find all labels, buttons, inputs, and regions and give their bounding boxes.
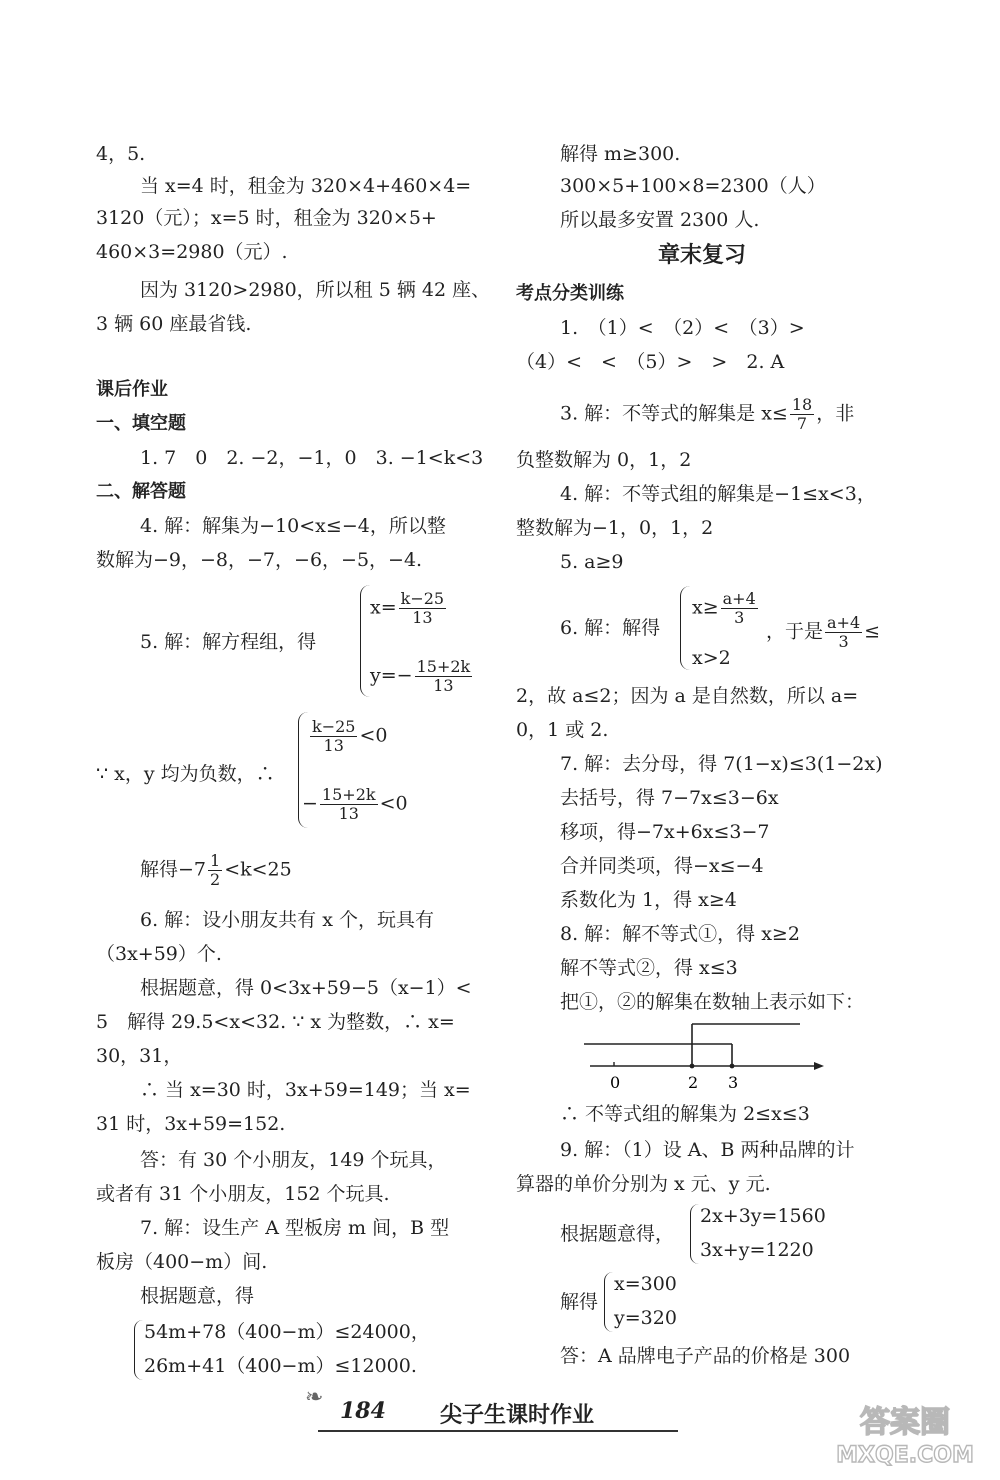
text-line: 5. 解：解方程组，得 (140, 631, 317, 653)
axis-arrow (814, 1062, 824, 1070)
text-line: 30，31， (96, 1045, 183, 1067)
section-heading: 考点分类训练 (516, 283, 624, 304)
text-line: 解不等式②，得 x≤3 (560, 957, 738, 979)
text-line: 算器的单价分别为 x 元、y 元. (516, 1173, 771, 1195)
brace (604, 1272, 613, 1332)
text-line: 解得 m≥300. (560, 143, 681, 165)
text-line: 或者有 31 个小朋友，152 个玩具. (96, 1183, 390, 1205)
section-heading: 课后作业 (96, 379, 168, 400)
text-line: 移项，得−7x+6x≤3−7 (560, 821, 770, 843)
text-line: 根据题意，得 (140, 1285, 255, 1307)
watermark-text: 答案圈 (860, 1405, 950, 1440)
tick-label-0: 0 (610, 1073, 621, 1092)
text-line: （3x+59）个. (96, 943, 222, 965)
equation-line: − $\frac{15+2k}{13}$ <0 (302, 785, 408, 823)
text-line: 所以最多安置 2300 人. (560, 209, 760, 231)
section-heading: 二、解答题 (96, 481, 186, 502)
text-line: 8. 解：解不等式①，得 x≥2 (560, 923, 800, 945)
text-line: ∴ 当 x=30 时，3x+59=149；当 x= (140, 1079, 471, 1101)
text-line: 7. 解：去分母，得 7(1−x)≤3(1−2x) (560, 753, 883, 775)
tick-label-2: 2 (688, 1073, 699, 1092)
text-line: 负整数解为 0，1，2 (516, 449, 692, 471)
chapter-title: 章末复习 (658, 243, 747, 268)
brace (690, 1204, 699, 1264)
equation-line: x=300 (614, 1273, 677, 1295)
text-line: 把①，②的解集在数轴上表示如下： (560, 991, 865, 1013)
equation-line: y=320 (614, 1307, 677, 1329)
text-line: 1. （1）< （2）< （3）> (560, 317, 805, 339)
text-line: ∵ x，y 均为负数，∴ (96, 763, 275, 785)
equation-line: x≥ $\frac{a+4}{3}$ (692, 589, 756, 627)
text-line: 9. 解：（1）设 A、B 两种品牌的计 (560, 1139, 855, 1161)
text-line: ∴ 不等式组的解集为 2≤x≤3 (560, 1103, 810, 1125)
equation-line: 3. 解：不等式的解集是 x≤ $\frac{18}{7}$ ，非 (560, 395, 855, 433)
equation-line: 3x+y=1220 (700, 1239, 814, 1261)
equation-line: y=− $\frac{15+2k}{13}$ (370, 657, 471, 695)
text-line: 4，5. (96, 143, 146, 165)
equation-line: 2x+3y=1560 (700, 1205, 826, 1227)
section-heading: 一、填空题 (96, 413, 186, 434)
watermark-url: MXQE.COM (836, 1443, 974, 1468)
tick-label-3: 3 (728, 1073, 739, 1092)
text-line: 0，1 或 2. (516, 719, 609, 741)
point-3 (730, 1064, 735, 1069)
watermark-logo (823, 1398, 988, 1468)
text-line: 根据题意，得 0<3x+59−5（x−1）< (140, 977, 472, 999)
text-line: 4. 解：不等式组的解集是−1≤x<3， (560, 483, 876, 505)
equation-line: ，于是 $\frac{a+4}{3}$ ≤ (766, 613, 881, 651)
text-line: 6. 解：设小朋友共有 x 个，玩具有 (140, 909, 434, 931)
book-title: 尖子生课时作业 (440, 1403, 595, 1428)
text-line: 答：有 30 个小朋友，149 个玩具， (140, 1149, 447, 1171)
text-line: 去括号，得 7−7x≤3−6x (560, 787, 779, 809)
equation-line: $\frac{k-25}{13}$ <0 (312, 717, 388, 755)
text-line: 因为 3120>2980，所以租 5 辆 42 座、 (140, 279, 491, 301)
text-line: 解得 (560, 1291, 599, 1313)
point-2 (690, 1064, 695, 1069)
text-line: 6. 解：解得 (560, 617, 661, 639)
text-line: 根据题意得， (560, 1223, 675, 1245)
equation-line: 54m+78（400−m）≤24000， (144, 1321, 430, 1343)
text-line: 3120（元）；x=5 时，租金为 320×5+ (96, 207, 437, 229)
text-line: 31 时，3x+59=152. (96, 1113, 286, 1135)
brace (134, 1320, 143, 1380)
footer-rule (318, 1430, 678, 1432)
equation-line: 解得−7 $\frac{1}{2}$ <k<25 (140, 851, 292, 889)
text-line: 3 辆 60 座最省钱. (96, 313, 252, 335)
equation-line: x>2 (692, 647, 731, 669)
text-line: 答：A 品牌电子产品的价格是 300 (560, 1345, 851, 1367)
text-line: 300×5+100×8=2300（人） (560, 175, 826, 197)
text-line: 2，故 a≤2；因为 a 是自然数，所以 a= (516, 685, 859, 707)
text-line: 合并同类项，得−x≤−4 (560, 855, 764, 877)
text-line: 整数解为−1，0，1，2 (516, 517, 714, 539)
text-line: （4）< < （5）> > 2. A (516, 351, 785, 373)
text-line: 5. a≥9 (560, 551, 624, 573)
text-line: 当 x=4 时，租金为 320×4+460×4= (140, 175, 472, 197)
text-line: 数解为−9，−8，−7，−6，−5，−4. (96, 549, 423, 571)
text-line: 5 解得 29.5<x<32. ∵ x 为整数，∴ x= (96, 1011, 455, 1033)
text-line: 板房（400−m）间. (96, 1251, 268, 1273)
equation-line: 26m+41（400−m）≤12000. (144, 1355, 417, 1377)
text-line: 7. 解：设生产 A 型板房 m 间，B 型 (140, 1217, 450, 1239)
number-line-diagram (580, 1020, 840, 1100)
text-line: 系数化为 1，得 x≥4 (560, 889, 737, 911)
text-line: 1. 7 0 2. −2，−1，0 3. −1<k<3 (140, 447, 484, 469)
text-line: 460×3=2980（元）. (96, 241, 288, 263)
equation-line: x= $\frac{k-25}{13}$ (370, 589, 445, 627)
page-number: 184 (340, 1398, 386, 1424)
ornament-icon: ❧ (305, 1385, 324, 1410)
text-line: 4. 解：解集为−10<x≤−4，所以整 (140, 515, 446, 537)
brace (680, 586, 691, 670)
